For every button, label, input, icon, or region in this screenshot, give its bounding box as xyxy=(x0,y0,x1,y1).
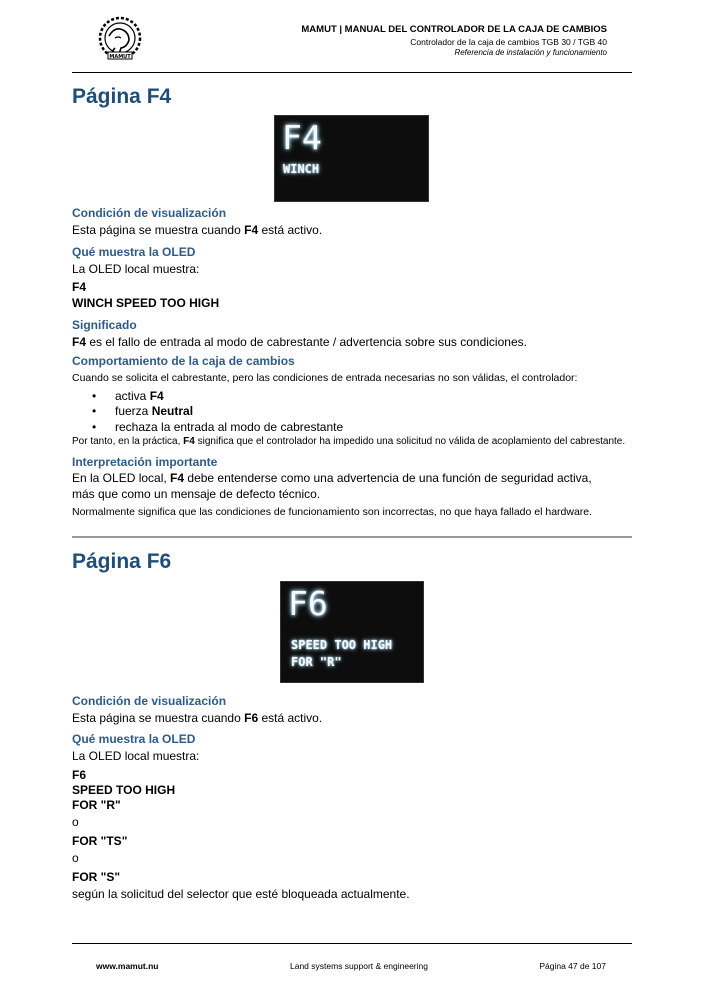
svg-text:MAMUT: MAMUT xyxy=(109,54,131,60)
f4-bullet-2: • fuerza Neutral xyxy=(92,404,194,418)
f6-oled-text-2: FOR "R" xyxy=(291,655,342,669)
f4-interp-note: Normalmente significa que las condiciones de funcionamiento son incorrectas, no que haya fallado el hardware. xyxy=(72,506,593,518)
f6-oled-alt1: FOR "TS" xyxy=(72,834,128,848)
footer-tagline: Land systems support & engineering xyxy=(290,961,428,971)
f4-interp-line1: En la OLED local, F4 debe entenderse como una advertencia de una función de seguridad activa, xyxy=(72,471,592,485)
f4-behaviour-heading: Comportamiento de la caja de cambios xyxy=(72,354,295,368)
header-title: MAMUT | MANUAL DEL CONTROLADOR DE LA CAJA DE CAMBIOS xyxy=(301,24,607,35)
f4-display-condition-heading: Condición de visualización xyxy=(72,206,227,220)
f4-interp-line2: más que como un mensaje de defecto técnico. xyxy=(72,487,321,501)
f6-oled-code: F6 xyxy=(288,584,328,623)
f6-page-title: Página F6 xyxy=(72,550,172,573)
footer-rule xyxy=(72,943,632,944)
f4-oled-heading: Qué muestra la OLED xyxy=(72,245,196,259)
footer-website[interactable]: www.mamut.nu xyxy=(96,961,159,971)
f4-behaviour-intro: Cuando se solicita el cabrestante, pero las condiciones de entrada necesarias no son válidas, el controlador: xyxy=(72,372,578,384)
f6-oled-line2: SPEED TOO HIGH xyxy=(72,783,176,797)
f4-page-title: Página F4 xyxy=(72,85,172,108)
f6-oled-alt2: FOR "S" xyxy=(72,870,121,884)
f6-or-2: o xyxy=(72,851,79,865)
mamut-logo xyxy=(95,16,145,62)
f4-meaning-heading: Significado xyxy=(72,318,137,332)
f4-bullet-1: • activa F4 xyxy=(92,389,164,403)
f6-oled-text-1: SPEED TOO HIGH xyxy=(291,638,393,652)
f6-or-1: o xyxy=(72,815,79,829)
f4-bullet-3: • rechaza la entrada al modo de cabrestante xyxy=(92,420,344,434)
section-divider xyxy=(72,536,632,538)
f6-oled-line3: FOR "R" xyxy=(72,798,121,812)
f4-oled-line1: F4 xyxy=(72,280,87,294)
f4-oled-code: F4 xyxy=(282,118,322,157)
f4-display-condition: Esta página se muestra cuando F4 está activo. xyxy=(72,223,323,237)
f4-oled-intro: La OLED local muestra: xyxy=(72,262,200,276)
f4-oled-photo xyxy=(274,115,429,202)
f6-display-condition-heading: Condición de visualización xyxy=(72,694,227,708)
header-rule xyxy=(72,72,632,73)
f4-oled-text: WINCH xyxy=(283,162,320,176)
f6-oled-intro: La OLED local muestra: xyxy=(72,749,200,763)
f6-oled-heading: Qué muestra la OLED xyxy=(72,732,196,746)
f6-oled-photo xyxy=(280,581,424,683)
header-subtitle: Controlador de la caja de cambios TGB 30 / TGB 40 xyxy=(410,37,607,47)
f6-display-condition: Esta página se muestra cuando F6 está activo. xyxy=(72,711,323,725)
f4-practice: Por tanto, en la práctica, F4 significa que el controlador ha impedido una solicitud no válida de acoplamiento del cabrestante. xyxy=(72,436,626,447)
f6-oled-line1: F6 xyxy=(72,768,87,782)
f4-oled-line2: WINCH SPEED TOO HIGH xyxy=(72,296,220,310)
header-subsubtitle: Referencia de instalación y funcionamiento xyxy=(454,48,607,57)
f6-closing: según la solicitud del selector que esté bloqueada actualmente. xyxy=(72,887,410,901)
f4-interp-heading: Interpretación importante xyxy=(72,455,218,469)
f4-meaning: F4 es el fallo de entrada al modo de cabrestante / advertencia sobre sus condiciones. xyxy=(72,335,527,349)
footer-page-number: Página 47 de 107 xyxy=(539,961,606,971)
